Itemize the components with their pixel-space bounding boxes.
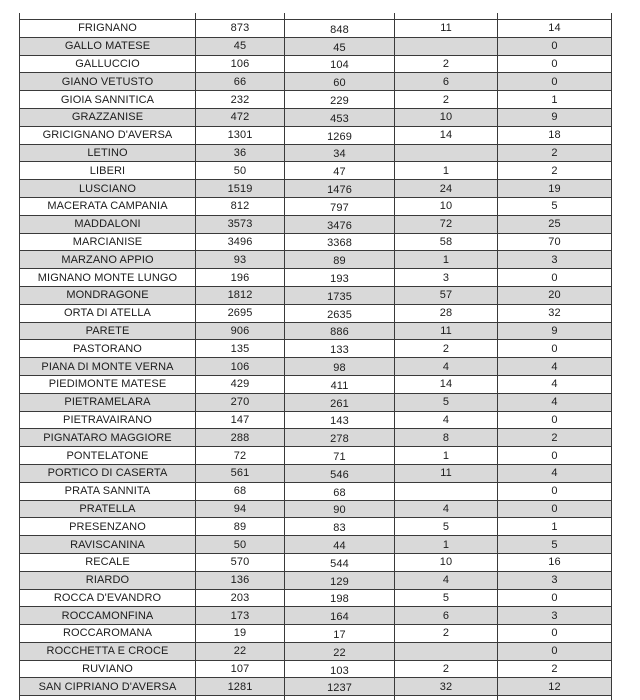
value-cell: 129: [285, 571, 395, 589]
value-cell: 66: [196, 73, 285, 91]
value-cell: 0: [498, 500, 612, 518]
value-cell: 22: [285, 642, 395, 660]
municipality-name-cell: PORTICO DI CASERTA: [20, 464, 196, 482]
value-cell: 9: [498, 322, 612, 340]
value-cell: 173: [196, 607, 285, 625]
value-cell: 0: [498, 482, 612, 500]
value-cell: 0: [498, 73, 612, 91]
municipality-name-cell: LUSCIANO: [20, 180, 196, 198]
value-cell: 14: [395, 375, 498, 393]
table-row: [20, 500, 612, 518]
value-cell: 1: [498, 518, 612, 536]
municipality-name-cell: PRATELLA: [20, 500, 196, 518]
municipality-name-cell: GRICIGNANO D'AVERSA: [20, 126, 196, 144]
value-cell: 89: [285, 251, 395, 269]
value-cell: 3368: [285, 233, 395, 251]
value-cell: 24: [395, 180, 498, 198]
municipality-name-cell: ROCCAMONFINA: [20, 607, 196, 625]
value-cell: 32: [395, 678, 498, 696]
value-cell: 45: [196, 37, 285, 55]
truncated-row-border-stub: [394, 696, 395, 700]
truncated-row-border-stub: [19, 696, 20, 700]
municipality-name-cell: PASTORANO: [20, 340, 196, 358]
municipality-name-cell: PARETE: [20, 322, 196, 340]
table-row: [20, 233, 612, 251]
value-cell: 229: [285, 91, 395, 109]
value-cell: 90: [285, 500, 395, 518]
table-row: [20, 162, 612, 180]
value-cell: 47: [285, 162, 395, 180]
value-cell: 5: [395, 518, 498, 536]
value-cell: 20: [498, 286, 612, 304]
table-row: [20, 571, 612, 589]
value-cell: 36: [196, 144, 285, 162]
value-cell: 544: [285, 553, 395, 571]
table-row: [20, 304, 612, 322]
value-cell: 68: [285, 482, 395, 500]
value-cell: 11: [395, 322, 498, 340]
truncated-row-border-stub: [195, 13, 196, 19]
table-row: [20, 536, 612, 554]
value-cell: 104: [285, 55, 395, 73]
table-row: [20, 269, 612, 287]
value-cell: 11: [395, 20, 498, 38]
value-cell: 98: [285, 358, 395, 376]
value-cell: 28: [395, 304, 498, 322]
value-cell: 2: [498, 162, 612, 180]
table-row: [20, 340, 612, 358]
value-cell: 873: [196, 20, 285, 38]
municipality-name-cell: PONTELATONE: [20, 447, 196, 465]
value-cell: 1269: [285, 126, 395, 144]
table-row: [20, 37, 612, 55]
value-cell: 0: [498, 589, 612, 607]
value-cell: 1: [395, 536, 498, 554]
table-row: [20, 126, 612, 144]
municipality-name-cell: GIOIA SANNITICA: [20, 91, 196, 109]
value-cell: 147: [196, 411, 285, 429]
value-cell: 196: [196, 269, 285, 287]
municipality-name-cell: RAVISCANINA: [20, 536, 196, 554]
municipality-name-cell: ORTA DI ATELLA: [20, 304, 196, 322]
value-cell: 4: [498, 464, 612, 482]
value-cell: 8: [395, 429, 498, 447]
municipality-name-cell: LETINO: [20, 144, 196, 162]
value-cell: [395, 482, 498, 500]
value-cell: 4: [498, 393, 612, 411]
municipality-name-cell: RUVIANO: [20, 660, 196, 678]
municipality-name-cell: MONDRAGONE: [20, 286, 196, 304]
value-cell: [395, 144, 498, 162]
value-cell: 45: [285, 37, 395, 55]
value-cell: 1237: [285, 678, 395, 696]
value-cell: 1281: [196, 678, 285, 696]
value-cell: 103: [285, 660, 395, 678]
value-cell: 1: [395, 251, 498, 269]
value-cell: 2: [395, 55, 498, 73]
value-cell: 2: [395, 340, 498, 358]
value-cell: 11: [395, 464, 498, 482]
municipality-name-cell: ROCCA D'EVANDRO: [20, 589, 196, 607]
municipality-name-cell: ROCCAROMANA: [20, 625, 196, 643]
value-cell: 2: [395, 625, 498, 643]
value-cell: 72: [395, 215, 498, 233]
table-row: [20, 429, 612, 447]
value-cell: 0: [498, 447, 612, 465]
value-cell: 50: [196, 162, 285, 180]
value-cell: [395, 642, 498, 660]
value-cell: 44: [285, 536, 395, 554]
truncated-row-border-stub: [394, 13, 395, 19]
value-cell: 4: [395, 411, 498, 429]
value-cell: 3: [395, 269, 498, 287]
value-cell: 10: [395, 108, 498, 126]
table-row: [20, 144, 612, 162]
value-cell: 5: [395, 393, 498, 411]
value-cell: 107: [196, 660, 285, 678]
table-row: [20, 20, 612, 38]
municipality-name-cell: MADDALONI: [20, 215, 196, 233]
table-row: [20, 180, 612, 198]
value-cell: 135: [196, 340, 285, 358]
table-row: [20, 73, 612, 91]
table-row: [20, 108, 612, 126]
value-cell: 5: [395, 589, 498, 607]
value-cell: 18: [498, 126, 612, 144]
value-cell: 4: [395, 500, 498, 518]
municipality-name-cell: RIARDO: [20, 571, 196, 589]
value-cell: 261: [285, 393, 395, 411]
table-row: [20, 642, 612, 660]
value-cell: 3: [498, 251, 612, 269]
value-cell: 10: [395, 197, 498, 215]
table-row: [20, 553, 612, 571]
value-cell: 89: [196, 518, 285, 536]
truncated-row-border-stub: [284, 696, 285, 700]
value-cell: 3573: [196, 215, 285, 233]
table-row: [20, 678, 612, 696]
municipality-name-cell: PIANA DI MONTE VERNA: [20, 358, 196, 376]
municipality-name-cell: MIGNANO MONTE LUNGO: [20, 269, 196, 287]
value-cell: 1: [395, 162, 498, 180]
value-cell: 4: [395, 358, 498, 376]
value-cell: 133: [285, 340, 395, 358]
value-cell: 411: [285, 375, 395, 393]
municipality-table-body: [20, 20, 612, 696]
table-row: [20, 91, 612, 109]
table-row: [20, 286, 612, 304]
table-row: [20, 393, 612, 411]
value-cell: 4: [395, 571, 498, 589]
table-row: [20, 358, 612, 376]
value-cell: 906: [196, 322, 285, 340]
municipality-name-cell: GALLO MATESE: [20, 37, 196, 55]
value-cell: 472: [196, 108, 285, 126]
value-cell: 2: [498, 429, 612, 447]
truncated-row-border-stub: [611, 696, 612, 700]
municipality-name-cell: PIETRAMELARA: [20, 393, 196, 411]
value-cell: 10: [395, 553, 498, 571]
municipality-name-cell: PRESENZANO: [20, 518, 196, 536]
value-cell: 32: [498, 304, 612, 322]
value-cell: 6: [395, 607, 498, 625]
value-cell: 50: [196, 536, 285, 554]
value-cell: 5: [498, 536, 612, 554]
value-cell: 2: [395, 660, 498, 678]
value-cell: 0: [498, 37, 612, 55]
table-row: [20, 197, 612, 215]
value-cell: 2695: [196, 304, 285, 322]
value-cell: 22: [196, 642, 285, 660]
value-cell: 70: [498, 233, 612, 251]
value-cell: 143: [285, 411, 395, 429]
table-row: [20, 411, 612, 429]
value-cell: 14: [498, 20, 612, 38]
value-cell: 14: [395, 126, 498, 144]
value-cell: 232: [196, 91, 285, 109]
value-cell: 6: [395, 73, 498, 91]
value-cell: 1519: [196, 180, 285, 198]
value-cell: 58: [395, 233, 498, 251]
table-row: [20, 464, 612, 482]
value-cell: 25: [498, 215, 612, 233]
municipality-name-cell: RECALE: [20, 553, 196, 571]
municipality-name-cell: PIGNATARO MAGGIORE: [20, 429, 196, 447]
value-cell: 19: [498, 180, 612, 198]
value-cell: 453: [285, 108, 395, 126]
value-cell: 1735: [285, 286, 395, 304]
municipality-name-cell: PIETRAVAIRANO: [20, 411, 196, 429]
value-cell: 5: [498, 197, 612, 215]
value-cell: 3476: [285, 215, 395, 233]
value-cell: 2: [498, 660, 612, 678]
value-cell: 2635: [285, 304, 395, 322]
municipality-table: [19, 19, 612, 696]
table-row: [20, 607, 612, 625]
value-cell: 106: [196, 358, 285, 376]
value-cell: 4: [498, 375, 612, 393]
value-cell: 106: [196, 55, 285, 73]
value-cell: 278: [285, 429, 395, 447]
truncated-row-border-stub: [497, 696, 498, 700]
value-cell: 60: [285, 73, 395, 91]
table-row: [20, 482, 612, 500]
value-cell: 19: [196, 625, 285, 643]
value-cell: 9: [498, 108, 612, 126]
value-cell: 193: [285, 269, 395, 287]
table-row: [20, 518, 612, 536]
value-cell: [395, 37, 498, 55]
value-cell: 68: [196, 482, 285, 500]
value-cell: 34: [285, 144, 395, 162]
value-cell: 3: [498, 607, 612, 625]
value-cell: 83: [285, 518, 395, 536]
value-cell: 270: [196, 393, 285, 411]
table-row: [20, 322, 612, 340]
municipality-name-cell: GIANO VETUSTO: [20, 73, 196, 91]
municipality-name-cell: MARCIANISE: [20, 233, 196, 251]
municipality-name-cell: ROCCHETTA E CROCE: [20, 642, 196, 660]
municipality-name-cell: GRAZZANISE: [20, 108, 196, 126]
value-cell: 0: [498, 411, 612, 429]
truncated-row-border-stub: [19, 13, 20, 19]
value-cell: 203: [196, 589, 285, 607]
value-cell: 136: [196, 571, 285, 589]
municipality-name-cell: SAN CIPRIANO D'AVERSA: [20, 678, 196, 696]
value-cell: 288: [196, 429, 285, 447]
value-cell: 0: [498, 269, 612, 287]
value-cell: 1301: [196, 126, 285, 144]
value-cell: 848: [285, 20, 395, 38]
table-row: [20, 375, 612, 393]
municipality-name-cell: PIEDIMONTE MATESE: [20, 375, 196, 393]
value-cell: 0: [498, 642, 612, 660]
table-row: [20, 625, 612, 643]
municipality-name-cell: FRIGNANO: [20, 20, 196, 38]
value-cell: 198: [285, 589, 395, 607]
value-cell: 0: [498, 625, 612, 643]
municipality-name-cell: MARZANO APPIO: [20, 251, 196, 269]
value-cell: 2: [395, 91, 498, 109]
value-cell: 71: [285, 447, 395, 465]
truncated-row-border-stub: [284, 13, 285, 19]
value-cell: 546: [285, 464, 395, 482]
truncated-row-border-stub: [497, 13, 498, 19]
value-cell: 2: [498, 144, 612, 162]
municipality-name-cell: MACERATA CAMPANIA: [20, 197, 196, 215]
value-cell: 1476: [285, 180, 395, 198]
value-cell: 1812: [196, 286, 285, 304]
value-cell: 1: [395, 447, 498, 465]
value-cell: 570: [196, 553, 285, 571]
value-cell: 812: [196, 197, 285, 215]
municipality-name-cell: LIBERI: [20, 162, 196, 180]
value-cell: 0: [498, 55, 612, 73]
value-cell: 429: [196, 375, 285, 393]
value-cell: 3: [498, 571, 612, 589]
value-cell: 94: [196, 500, 285, 518]
value-cell: 164: [285, 607, 395, 625]
value-cell: 72: [196, 447, 285, 465]
municipality-name-cell: GALLUCCIO: [20, 55, 196, 73]
value-cell: 561: [196, 464, 285, 482]
value-cell: 17: [285, 625, 395, 643]
table-row: [20, 55, 612, 73]
value-cell: 797: [285, 197, 395, 215]
table-row: [20, 447, 612, 465]
truncated-row-border-stub: [195, 696, 196, 700]
table-row: [20, 589, 612, 607]
table-row: [20, 660, 612, 678]
value-cell: 3496: [196, 233, 285, 251]
table-row: [20, 215, 612, 233]
value-cell: 886: [285, 322, 395, 340]
value-cell: 1: [498, 91, 612, 109]
municipality-name-cell: PRATA SANNITA: [20, 482, 196, 500]
table-row: [20, 251, 612, 269]
value-cell: 12: [498, 678, 612, 696]
value-cell: 4: [498, 358, 612, 376]
value-cell: 93: [196, 251, 285, 269]
value-cell: 0: [498, 340, 612, 358]
value-cell: 57: [395, 286, 498, 304]
truncated-row-border-stub: [611, 13, 612, 19]
value-cell: 16: [498, 553, 612, 571]
